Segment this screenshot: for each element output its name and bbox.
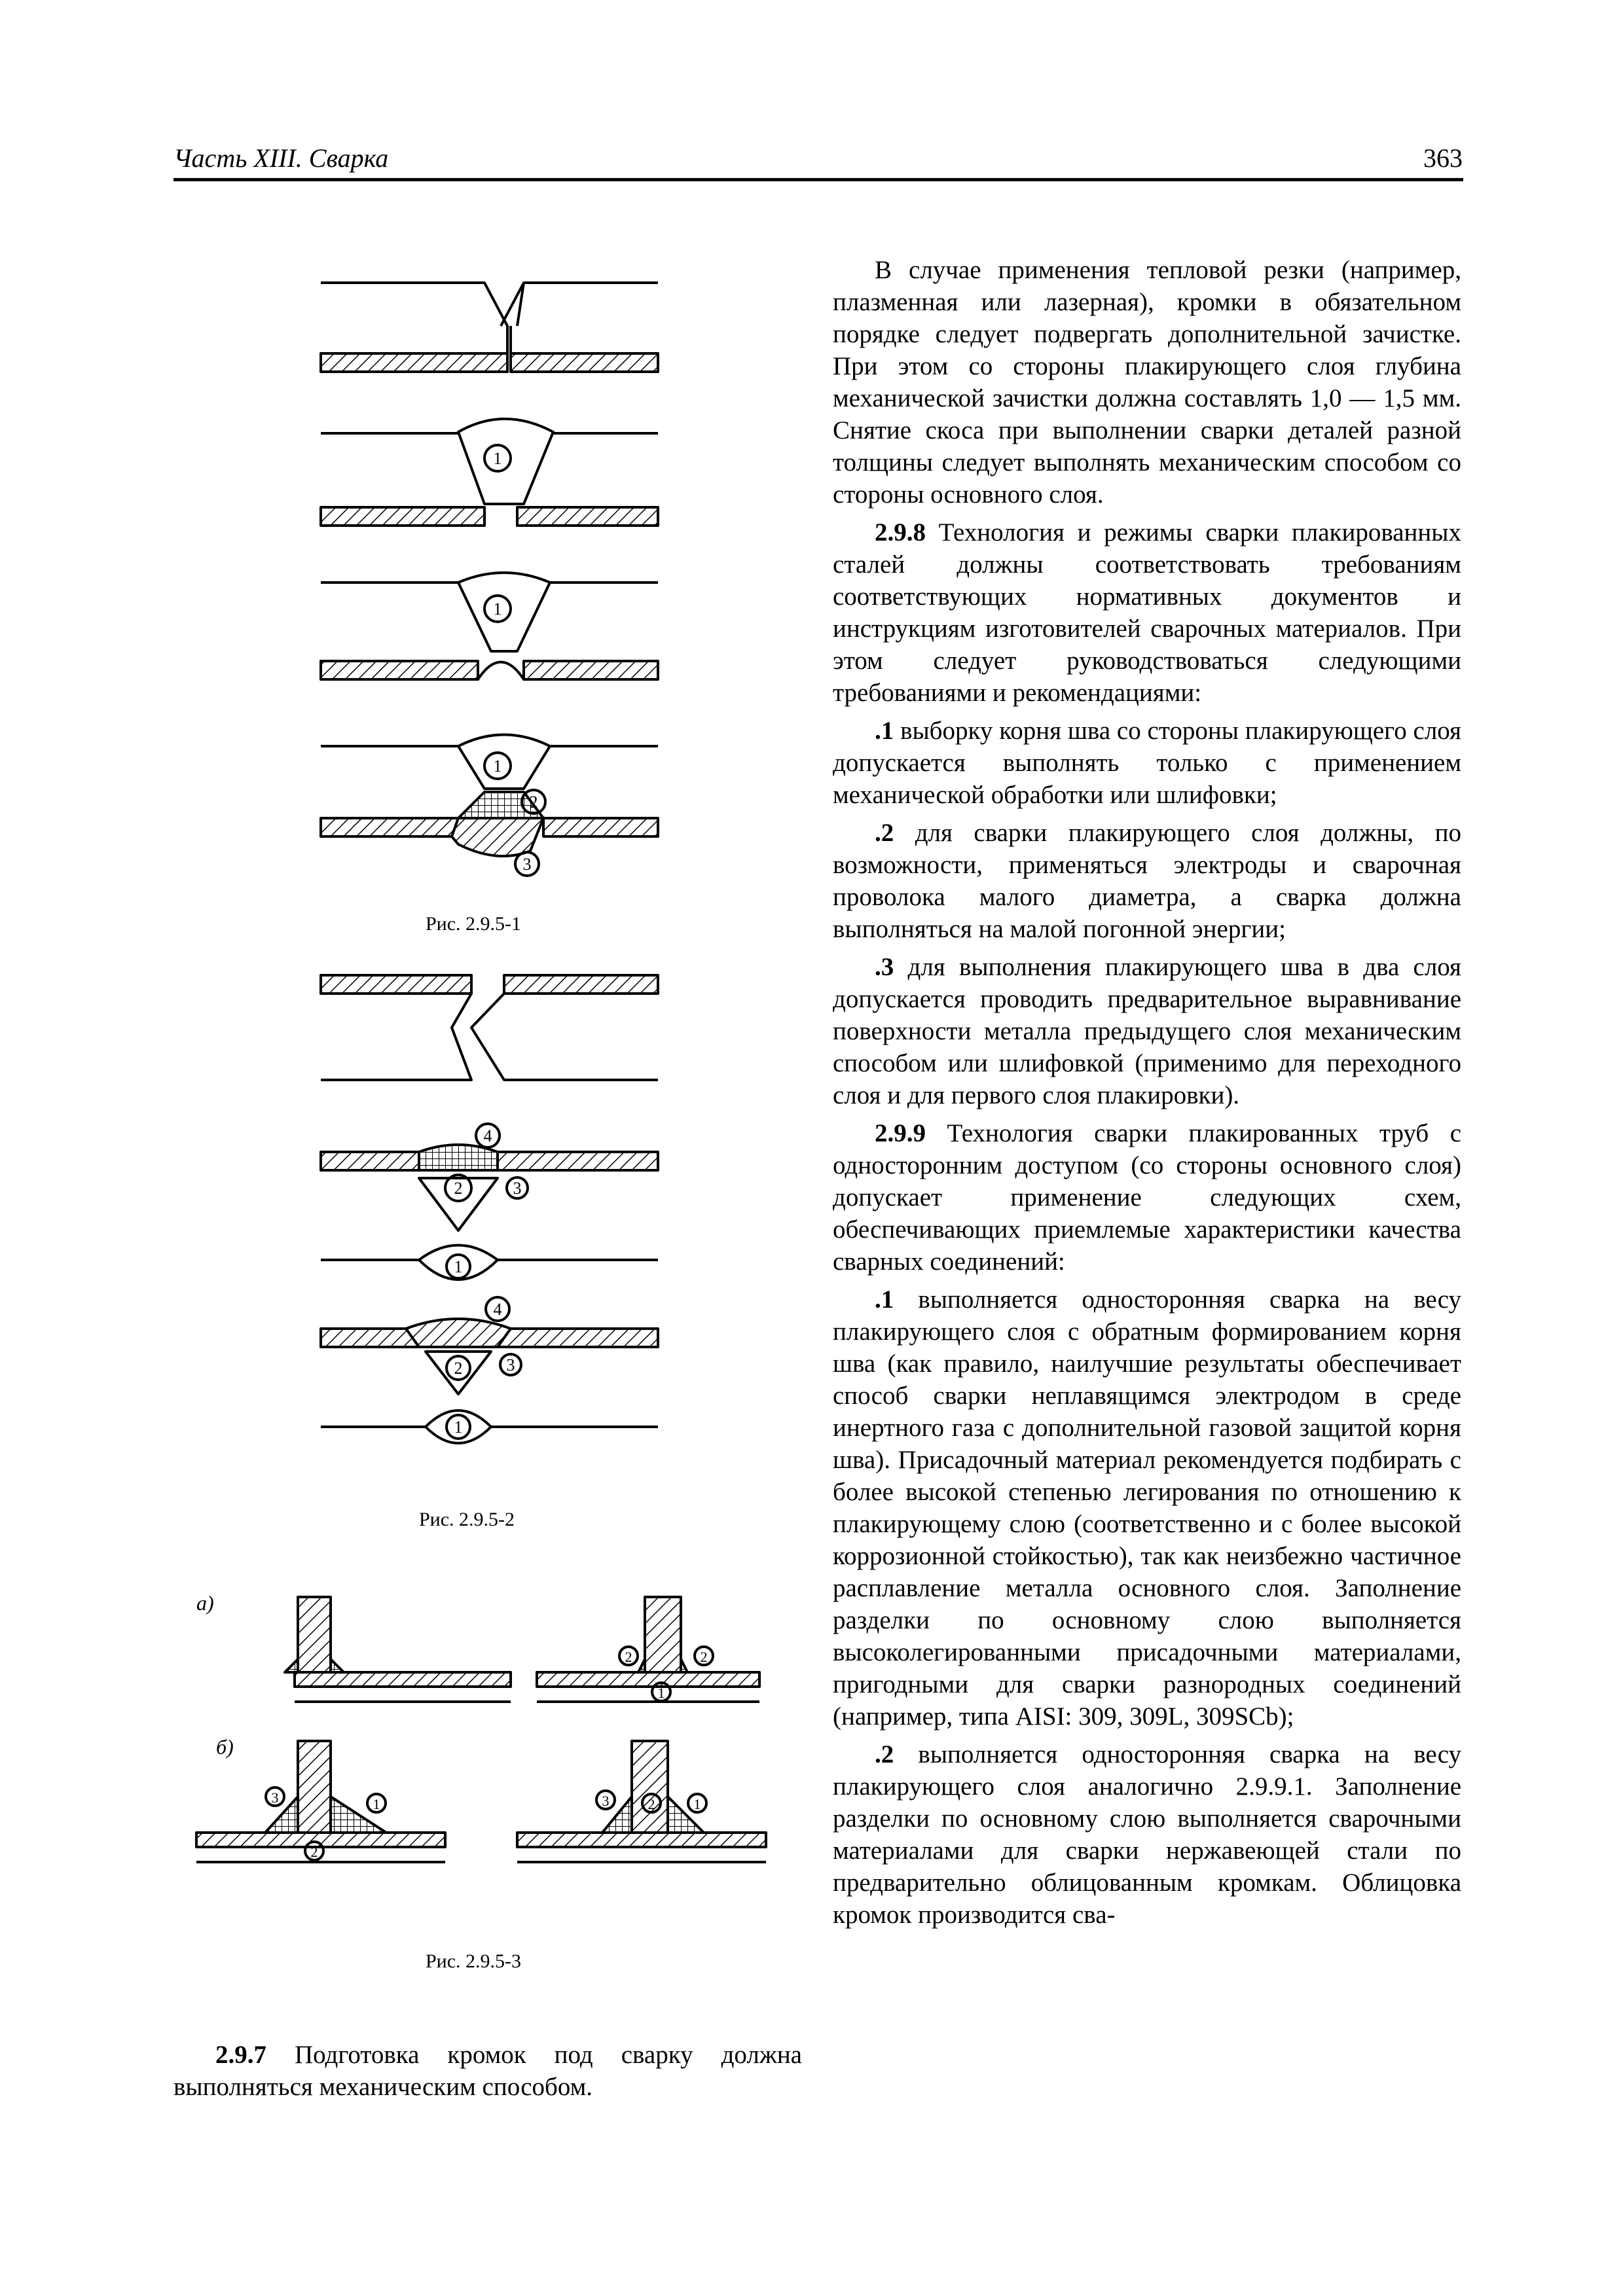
fig3-label-1: 1 — [657, 1685, 665, 1701]
fig1-label-1c: 1 — [493, 757, 502, 776]
clause-number: 2.9.7 — [215, 2041, 266, 2069]
fig3-label-3a: 3 — [271, 1789, 279, 1806]
fig3-part-a-label: а) — [196, 1591, 214, 1615]
fig2-label-3a: 3 — [513, 1179, 522, 1198]
paragraph-2-9-7 — [173, 2039, 802, 2103]
fig3-tee-b2 — [517, 1741, 766, 1862]
fig2-label-4b: 4 — [493, 1300, 502, 1319]
fig3-label-2d: 2 — [647, 1796, 655, 1812]
fig1-weld-pass-1-groove — [321, 573, 658, 679]
item-text: выполняется односторонняя сварка на весу плакирующего слоя аналогично 2.9.9.1. Заполнение разделки по основному слою выполняется сварочными материалами для сварки нержавеющей стали по предварительно облицованным кромкам. Облицовка кромок производится сва- — [833, 1740, 1461, 1929]
left-text-block — [173, 2039, 802, 2103]
figure-caption-2: Рис. 2.9.5-2 — [419, 1509, 515, 1530]
paragraph-thermal-cutting: В случае применения тепловой резки (например, плазменная или лазерная), кромки в обязательном порядке следует подвергать дополнительной зачистке. При этом со стороны плакирующего слоя глубина механической зачистки должна составлять 1,0 — 1,5 мм. Снятие скоса при выполнении сварки деталей разной толщины следует выполнять механическим способом со стороны основного слоя. — [833, 256, 1461, 509]
item-2-9-8-3 — [833, 951, 1461, 1111]
item-number: .3 — [875, 953, 894, 981]
item-number: .1 — [875, 717, 894, 745]
paragraph-2-9-9 — [833, 1117, 1461, 1278]
fig3-label-1b: 1 — [373, 1796, 380, 1812]
item-number: .2 — [875, 819, 894, 847]
clause-text: Подготовка кромок под сварку должна выполняться механическим способом. — [173, 2041, 802, 2101]
fig2-label-2a: 2 — [454, 1179, 463, 1198]
item-2-9-9-1 — [833, 1283, 1461, 1732]
fig2-label-2b: 2 — [454, 1359, 463, 1378]
figure-caption-1: Рис. 2.9.5-1 — [426, 913, 522, 935]
item-text: для выполнения плакирующего шва в два слоя допускается проводить предварительное выравнивание поверхности металла предыдущего слоя механическим способом или шлифовкой (применимо для переходного слоя и для первого слоя плакировки). — [833, 953, 1461, 1109]
fig1-label-2: 2 — [529, 793, 538, 812]
right-text-column — [833, 254, 1461, 1937]
fig3-tee-b1 — [196, 1741, 445, 1862]
fig1-label-1a: 1 — [493, 449, 502, 468]
fig2-weld-passes-1-4 — [321, 1124, 658, 1280]
fig2-label-4a: 4 — [483, 1126, 492, 1145]
clause-text: Технология сварки плакированных труб с односторонним доступом (со стороны основного слоя) допускает применение следующих схем, обеспечивающих приемлемые характеристики качества сварных соединений: — [833, 1119, 1461, 1276]
clause-number: 2.9.8 — [875, 518, 926, 547]
clause-text: Технология и режимы сварки плакированных сталей должны соответствовать требованиям соответствующих нормативных документов и инструкциям изготовителей сварочных материалов. При этом следует руководствоваться следующими требованиями и рекомендациями: — [833, 518, 1461, 707]
fig1-weld-passes-1-3 — [321, 735, 658, 876]
fig1-plate-prep — [321, 283, 658, 372]
fig1-weld-pass-1 — [321, 419, 658, 526]
item-2-9-8-1 — [833, 715, 1461, 811]
fig1-label-1b: 1 — [493, 600, 502, 619]
fig3-label-1c: 1 — [693, 1796, 701, 1812]
item-number: .1 — [875, 1285, 894, 1314]
figure-caption-3: Рис. 2.9.5-3 — [426, 1950, 522, 1972]
fig3-label-2b: 2 — [700, 1649, 708, 1665]
fig2-weld-passes-1-4-variant — [321, 1297, 658, 1443]
fig2-label-3b: 3 — [506, 1355, 515, 1374]
fig2-label-1b: 1 — [454, 1418, 463, 1437]
fig3-label-2a: 2 — [625, 1649, 632, 1665]
item-text: выборку корня шва со стороны плакирующего слоя допускается выполнять только с применением механической обработки или шлифовки; — [833, 717, 1461, 809]
fig3-part-b-label: б) — [216, 1735, 234, 1759]
fig1-label-3: 3 — [522, 855, 532, 874]
running-header-title: Часть XIII. Сварка — [173, 143, 389, 173]
page-number: 363 — [1423, 143, 1463, 173]
fig3-tee-a2 — [537, 1597, 759, 1702]
item-2-9-8-2 — [833, 817, 1461, 945]
fig3-label-2c: 2 — [310, 1844, 318, 1860]
paragraph-2-9-8 — [833, 516, 1461, 709]
clause-number: 2.9.9 — [875, 1119, 926, 1147]
item-text: для сварки плакирующего слоя должны, по возможности, применяться электроды и сварочная проволока малого диаметра, а сварка должна выполняться на малой погонной энергии; — [833, 819, 1461, 943]
fig2-label-1a: 1 — [454, 1257, 463, 1276]
item-text: выполняется односторонняя сварка на весу плакирующего слоя с обратным формированием корня шва (как правило, наилучшие результаты обеспечивает способ сварки неплавящимся электродом в среде инертного газа с дополнительной газовой защитой корня шва). Присадочный материал рекомендуется подбирать с более высокой степенью легирования по отношению к плакирующему слою (соответственно и с более высокой коррозионной стойкостью), так как неизбежно частичное расплавление металла основного слоя. Заполнение разделки по основному слою выполняется высоколегированными присадочными материалами, пригодными для сварки разнородных соединений (например, типа AISI: 309, 309L, 309SCb); — [833, 1285, 1461, 1731]
fig2-plate-prep — [321, 975, 658, 1080]
item-number: .2 — [875, 1740, 894, 1768]
fig3-tee-a1 — [285, 1597, 511, 1702]
fig3-label-3b: 3 — [602, 1793, 610, 1809]
item-2-9-9-2 — [833, 1738, 1461, 1931]
